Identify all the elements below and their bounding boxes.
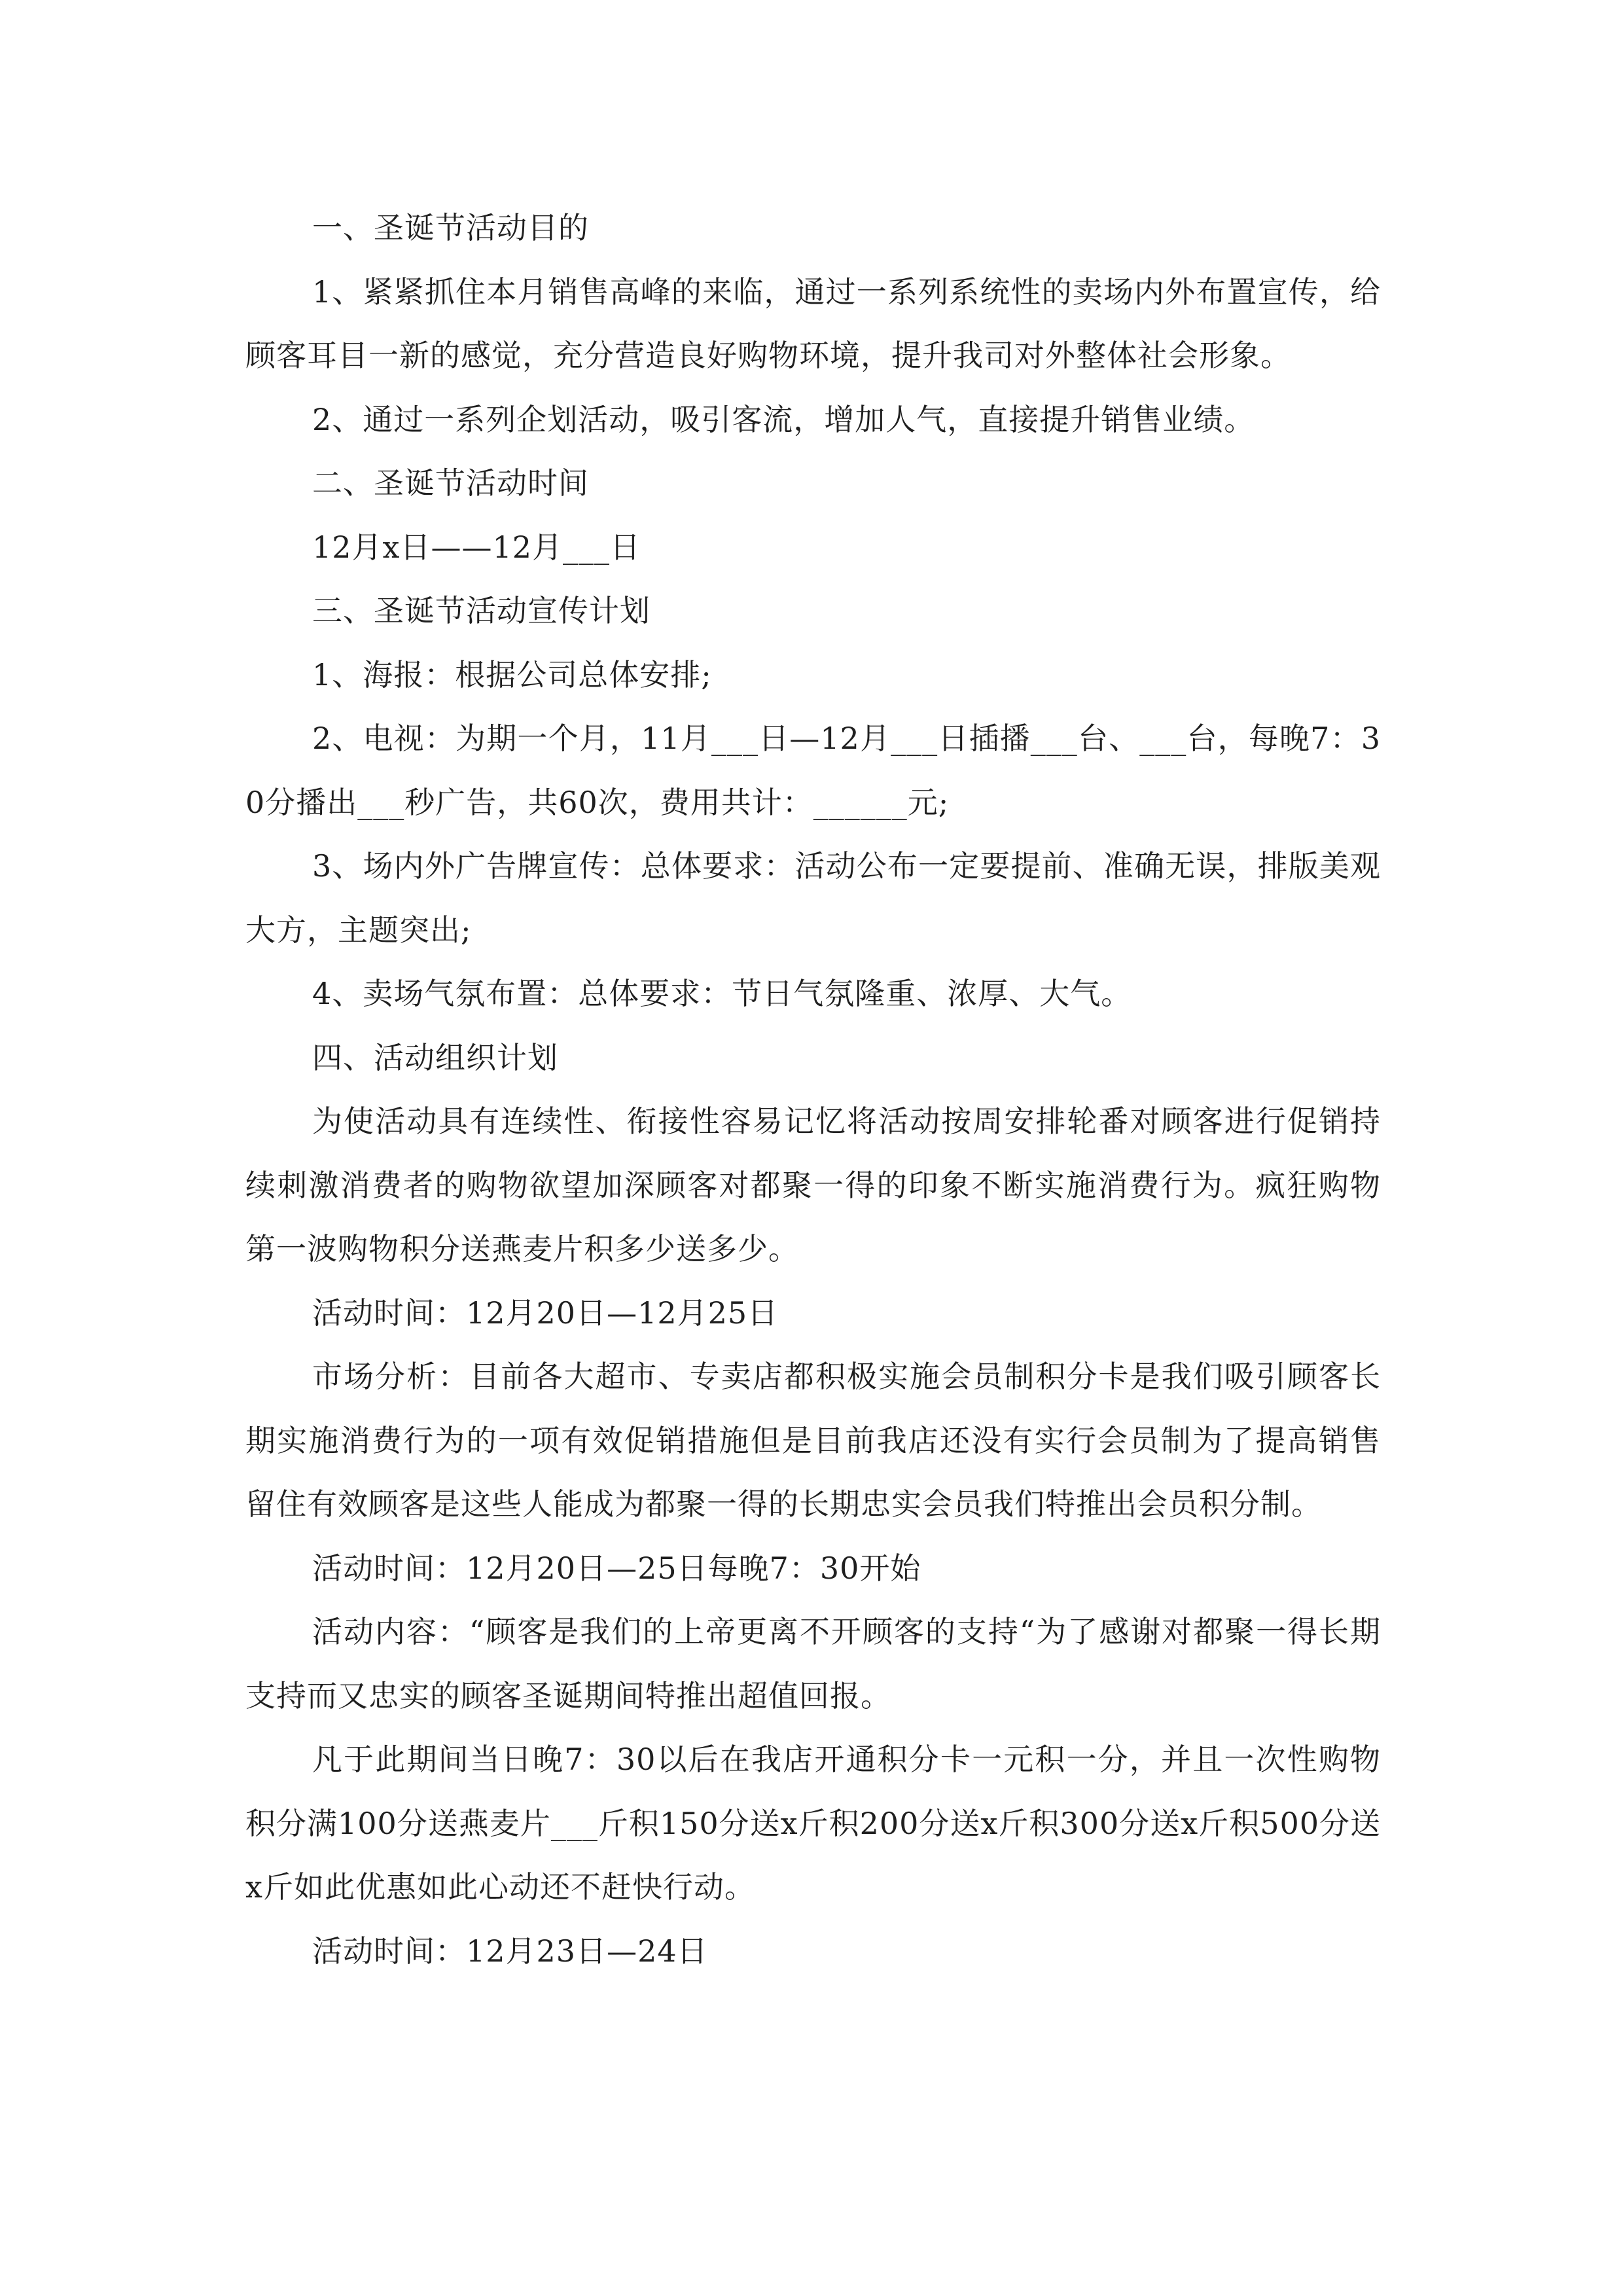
section-heading-promotion-plan: 三、圣诞节活动宣传计划 (312, 593, 651, 628)
paragraph: 活动内容：“顾客是我们的上帝更离不开顾客的支持“为了感谢对都聚一得长期支持而又忠实的顾客圣诞期间特推出超值回报。 (245, 1614, 1381, 1713)
paragraph: 活动时间：12月20日—12月25日 (312, 1295, 779, 1331)
paragraph: 2、电视：为期一个月，11月___日—12月___日插播___台、___台，每晚7：30分播出___秒广告，共60次，费用共计：______元; (245, 721, 1381, 820)
paragraph: 市场分析：目前各大超市、专卖店都积极实施会员制积分卡是我们吸引顾客长期实施消费行为的一项有效促销措施但是目前我店还没有实行会员制为了提高销售留住有效顾客是这些人能成为都聚一得的长期忠实会员我们特推出会员积分制。 (245, 1359, 1381, 1522)
paragraph: 凡于此期间当日晚7：30以后在我店开通积分卡一元积一分，并且一次性购物积分满100分送燕麦片___斤积150分送x斤积200分送x斤积300分送x斤积500分送x斤如此优惠如此心动还不赶快行动。 (245, 1742, 1381, 1905)
paragraph: 1、海报：根据公司总体安排; (312, 656, 712, 692)
paragraph: 活动时间：12月23日—24日 (312, 1933, 708, 1969)
section-heading-time: 二、圣诞节活动时间 (312, 465, 589, 501)
section-heading-organization: 四、活动组织计划 (312, 1039, 558, 1075)
section-heading-purpose: 一、圣诞节活动目的 (312, 210, 589, 245)
paragraph: 为使活动具有连续性、衔接性容易记忆将活动按周安排轮番对顾客进行促销持续刺激消费者的购物欲望加深顾客对都聚一得的印象不断实施消费行为。疯狂购物第一波购物积分送燕麦片积多少送多少。 (245, 1103, 1381, 1266)
paragraph: 3、场内外广告牌宣传：总体要求：活动公布一定要提前、准确无误，排版美观大方，主题突出; (245, 848, 1381, 948)
paragraph: 2、通过一系列企划活动，吸引客流，增加人气，直接提升销售业绩。 (312, 401, 1255, 437)
paragraph: 1、紧紧抓住本月销售高峰的来临，通过一系列系统性的卖场内外布置宣传，给顾客耳目一新的感觉，充分营造良好购物环境，提升我司对外整体社会形象。 (245, 274, 1381, 373)
document-body (245, 196, 1381, 1983)
paragraph: 12月x日——12月___日 (312, 529, 641, 565)
paragraph: 4、卖场气氛布置：总体要求：节日气氛隆重、浓厚、大气。 (312, 976, 1132, 1011)
paragraph: 活动时间：12月20日—25日每晚7：30开始 (312, 1550, 921, 1586)
